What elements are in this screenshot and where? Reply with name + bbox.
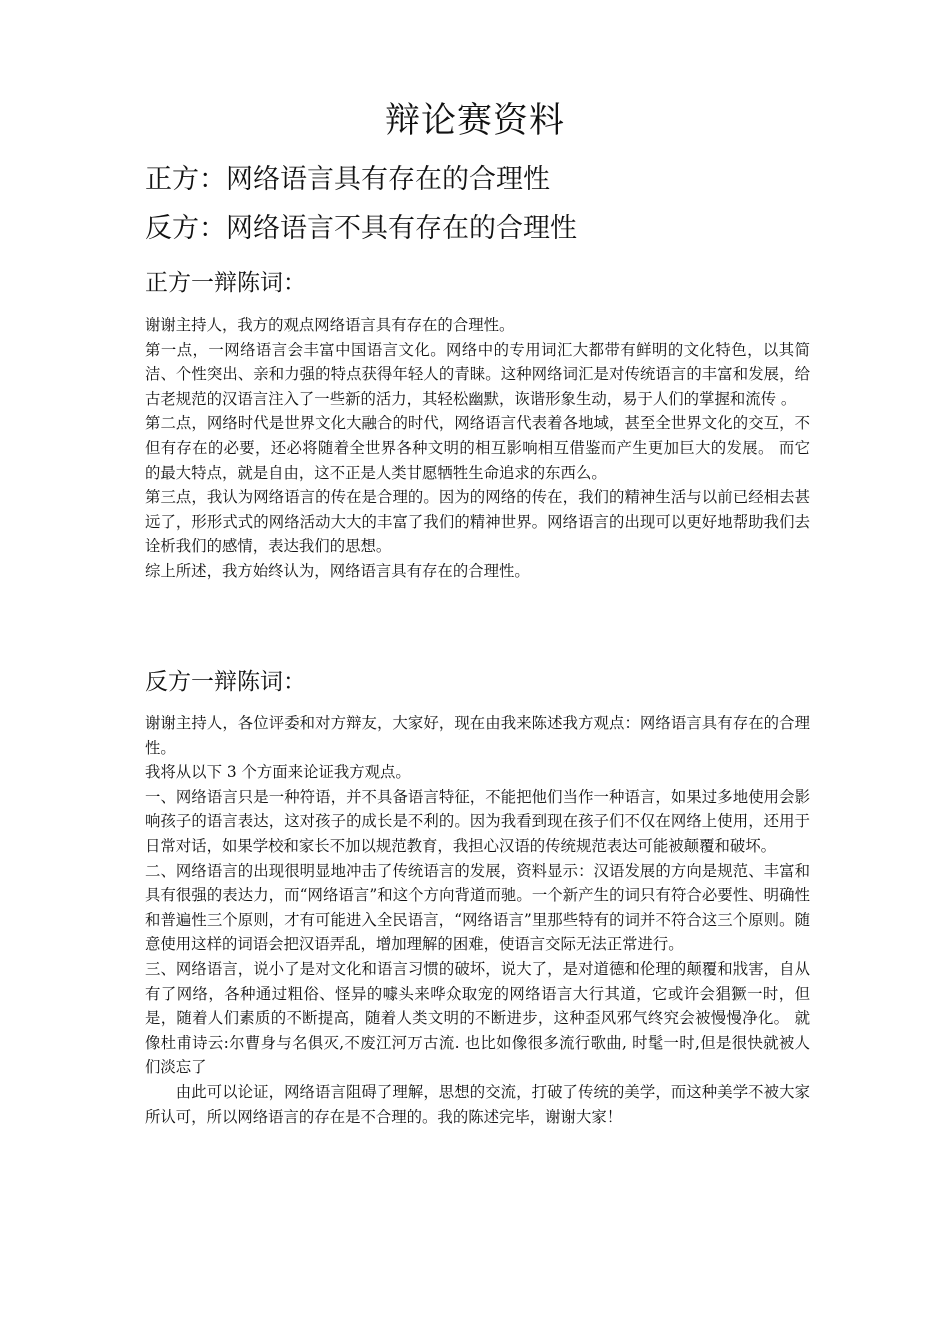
con-paragraph-conclusion: 由此可以论证，网络语言阻碍了理解，思想的交流，打破了传统的美学，而这种美学不被大家所认可，所以网络语言的存在是不合理的。我的陈述完毕，谢谢大家！: [145, 1082, 810, 1126]
con-side-statement: 反方：网络语言不具有存在的合理性: [145, 213, 577, 244]
con-paragraph-point-2: 二、网络语言的出现很明显地冲击了传统语言的发展，资料显示：汉语发展的方向是规范、丰富和具有很强的表达力，而“网络语言”和这个方向背道而驰。一个新产生的词只有符合必要性、明确性和普遍性三个原则，才有可能进入全民语言，“网络语言”里那些特有的词并不符合这三个原则。随意使用这样的词语会把汉语弄乱，增加理解的困难，使语言交际无法正常进行。: [145, 861, 810, 954]
con-paragraph-point-3: 三、网络语言，说小了是对文化和语言习惯的破坏，说大了，是对道德和伦理的颠覆和戕害，自从有了网络，各种通过粗俗、怪异的噱头来哗众取宠的网络语言大行其道，它或许会猖獗一时，但是，随着人们素质的不断提高，随着人类文明的不断进步，这种歪风邪气终究会被慢慢净化。 就像杜甫诗云:尔曹身与名俱灭,不废江河万古流. 也比如像很多流行歌曲, 时髦一时,但是很快就被人们淡忘了: [145, 959, 810, 1077]
con-paragraph-point-1: 一、网络语言只是一种符语，并不具备语言特征，不能把他们当作一种语言，如果过多地使用会影响孩子的语言表达，这对孩子的成长是不利的。因为我看到现在孩子们不仅在网络上使用，还用于日常对话，如果学校和家长不加以规范教育，我担心汉语的传统规范表达可能被颠覆和破坏。: [145, 787, 810, 855]
pro-paragraph-point-2: 第二点，网络时代是世界文化大融合的时代，网络语言代表着各地域，甚至全世界文化的交互，不但有存在的必要，还必将随着全世界各种文明的相互影响相互借鉴而产生更加巨大的发展。 而它的最大特点，就是自由，这不正是人类甘愿牺牲生命追求的东西么。: [145, 414, 810, 482]
pro-opening-body: [145, 313, 810, 584]
pro-paragraph-point-3: 第三点，我认为网络语言的传在是合理的。因为的网络的传在，我们的精神生活与以前已经相去甚远了，形形式式的网络活动大大的丰富了我们的精神世界。网络语言的出现可以更好地帮助我们去诠析我们的感情，表达我们的思想。: [145, 488, 810, 556]
con-paragraph-outline: 我将从以下 3 个方面来论证我方观点。: [145, 763, 411, 782]
con-opening-heading: 反方一辩陈词：: [145, 669, 306, 695]
pro-paragraph-point-1: 第一点，一网络语言会丰富中国语言文化。网络中的专用词汇大都带有鲜明的文化特色，以其简洁、个性突出、亲和力强的特点获得年轻人的青睐。这种网络词汇是对传统语言的丰富和发展，给古老规范的汉语言注入了一些新的活力，其轻松幽默，诙谐形象生动，易于人们的掌握和流传 。: [145, 340, 810, 408]
pro-side-statement: 正方：网络语言具有存在的合理性: [145, 164, 550, 195]
con-opening-body: [145, 711, 810, 1129]
document-title: 辩论赛资料: [384, 101, 565, 141]
pro-opening-heading: 正方一辩陈词：: [145, 270, 306, 296]
pro-paragraph-greeting: 谢谢主持人，我方的观点网络语言具有存在的合理性。: [145, 316, 515, 334]
con-paragraph-greeting: 谢谢主持人，各位评委和对方辩友，大家好，现在由我来陈述我方观点：网络语言具有存在的合理性。: [145, 714, 810, 757]
pro-paragraph-conclusion: 综上所述，我方始终认为，网络语言具有存在的合理性。: [145, 561, 530, 580]
